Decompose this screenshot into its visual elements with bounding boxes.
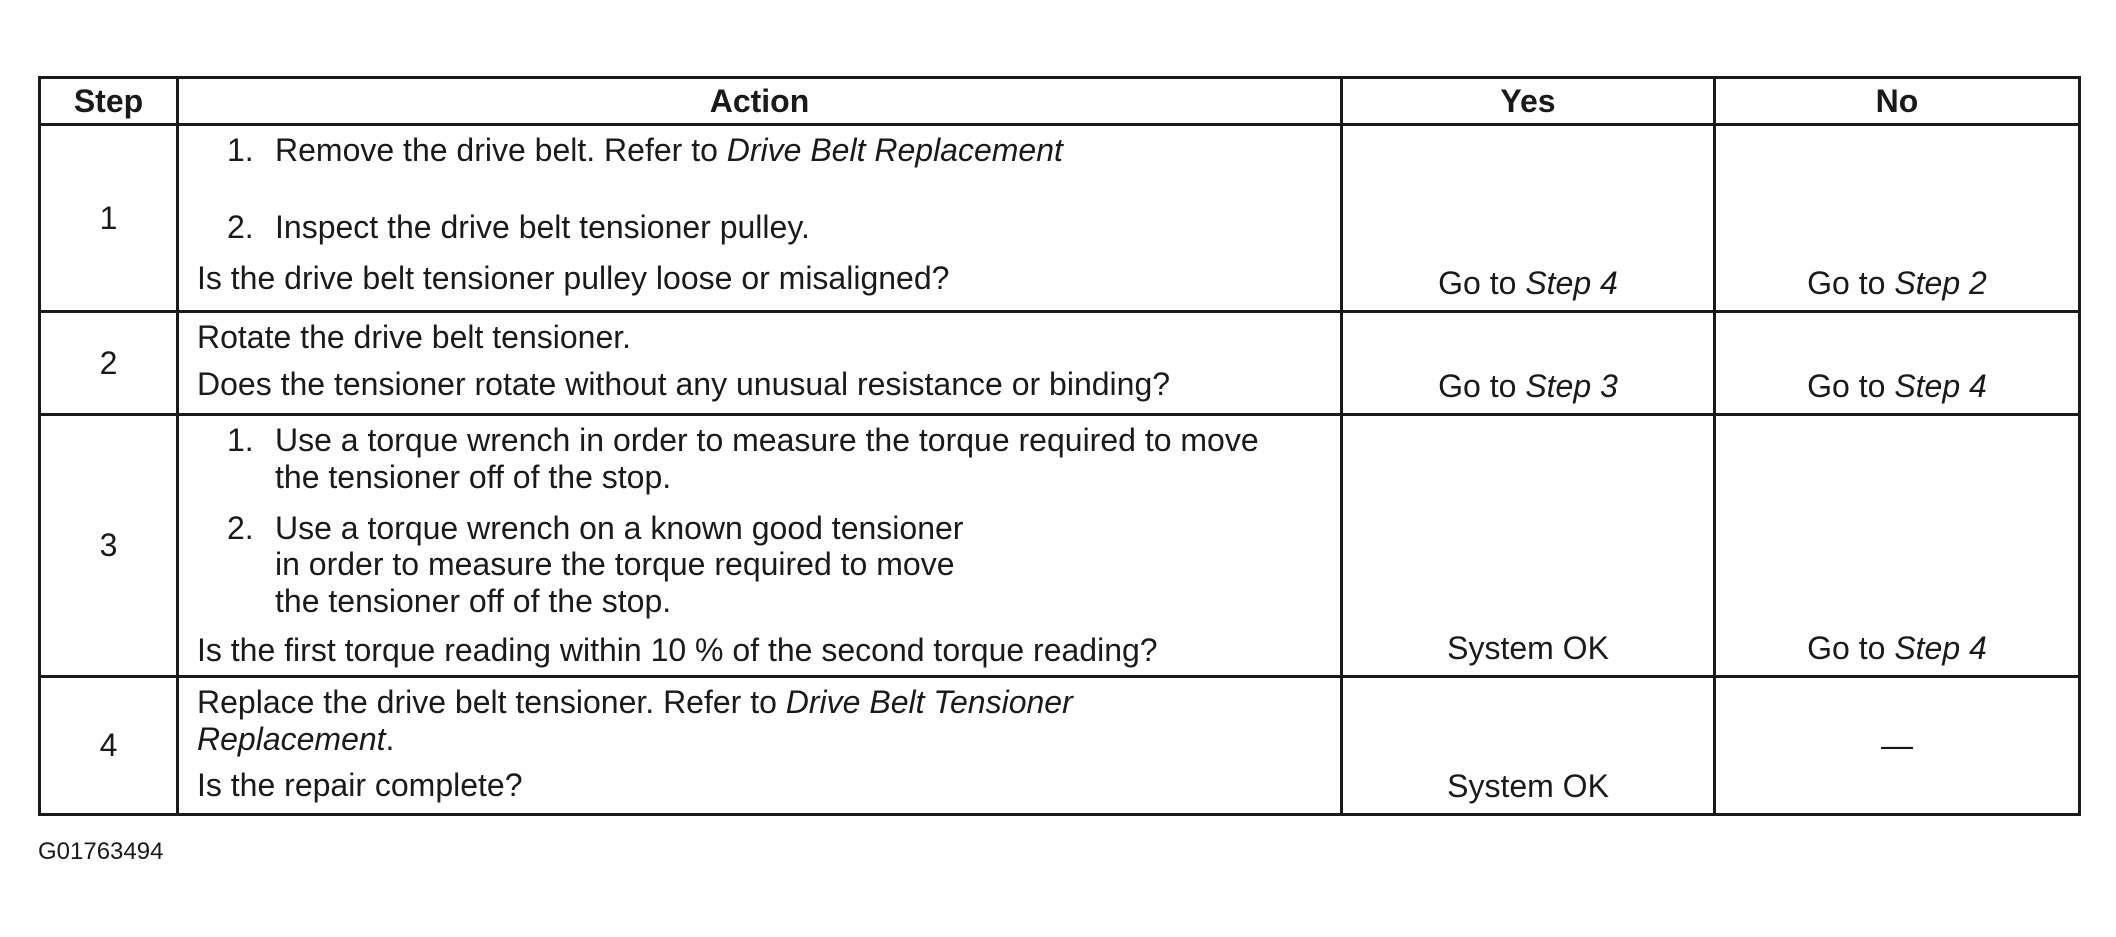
figure-code: G01763494 <box>38 838 164 865</box>
action-cell <box>178 312 1342 415</box>
step-reference: Step 4 <box>1525 265 1618 302</box>
question: Is the drive belt tensioner pulley loose or misaligned? <box>197 259 950 296</box>
item-number: 2. <box>227 509 254 546</box>
list-item <box>197 510 1326 620</box>
header-row <box>40 78 2080 125</box>
step-number: 1 <box>40 125 178 312</box>
list-item <box>197 132 1326 169</box>
table-row <box>40 415 2080 677</box>
question: Is the first torque reading within 10 % of the second torque reading? <box>197 631 1158 668</box>
list-item <box>197 209 1326 246</box>
action-cell <box>178 125 1342 312</box>
yes-cell: System OK <box>1342 676 1715 814</box>
step-number: 2 <box>40 312 178 415</box>
no-cell: — <box>1715 676 2080 814</box>
reference-link: Drive Belt Replacement <box>726 132 1063 168</box>
question: Is the repair complete? <box>197 767 523 804</box>
step-number: 4 <box>40 676 178 814</box>
header-action: Action <box>178 78 1342 125</box>
instruction: Replace the drive belt tensioner. Refer to Drive Belt Tensioner Replacement. <box>197 683 1073 757</box>
table-row <box>40 125 2080 312</box>
no-cell: Go to Step 4 <box>1715 415 2080 677</box>
yes-cell: System OK <box>1342 415 1715 677</box>
action-cell <box>178 676 1342 814</box>
no-cell: Go to Step 2 <box>1715 125 2080 312</box>
header-yes: Yes <box>1342 78 1715 125</box>
yes-cell: Go to Step 3 <box>1342 312 1715 415</box>
header-step: Step <box>40 78 178 125</box>
item-number: 2. <box>227 208 254 245</box>
step-reference: Step 4 <box>1894 368 1987 405</box>
item-number: 1. <box>227 132 254 168</box>
item-text: Inspect the drive belt tensioner pulley. <box>275 208 810 245</box>
header-no: No <box>1715 78 2080 125</box>
question: Does the tensioner rotate without any unusual resistance or binding? <box>197 365 1171 402</box>
yes-cell: Go to Step 4 <box>1342 125 1715 312</box>
reference-link: Drive Belt Tensioner Replacement <box>197 683 1073 757</box>
table-row <box>40 312 2080 415</box>
step-reference: Step 3 <box>1525 368 1618 405</box>
step-reference: Step 2 <box>1894 265 1987 302</box>
instruction: Rotate the drive belt tensioner. <box>197 319 632 355</box>
step-number: 3 <box>40 415 178 677</box>
step-reference: Step 4 <box>1894 629 1987 666</box>
table-row <box>40 676 2080 814</box>
item-number: 1. <box>227 422 254 458</box>
list-item <box>197 422 1326 496</box>
item-text: Remove the drive belt. Refer to Drive Belt Replacement <box>275 132 1063 168</box>
no-cell: Go to Step 4 <box>1715 312 2080 415</box>
action-cell <box>178 415 1342 677</box>
item-text: Use a torque wrench on a known good tensioner in order to measure the torque required to move the tensioner off of the stop. <box>275 509 964 620</box>
diagnostic-table <box>38 76 2081 816</box>
item-text: Use a torque wrench in order to measure the torque required to move the tensioner off of the stop. <box>275 422 1259 495</box>
